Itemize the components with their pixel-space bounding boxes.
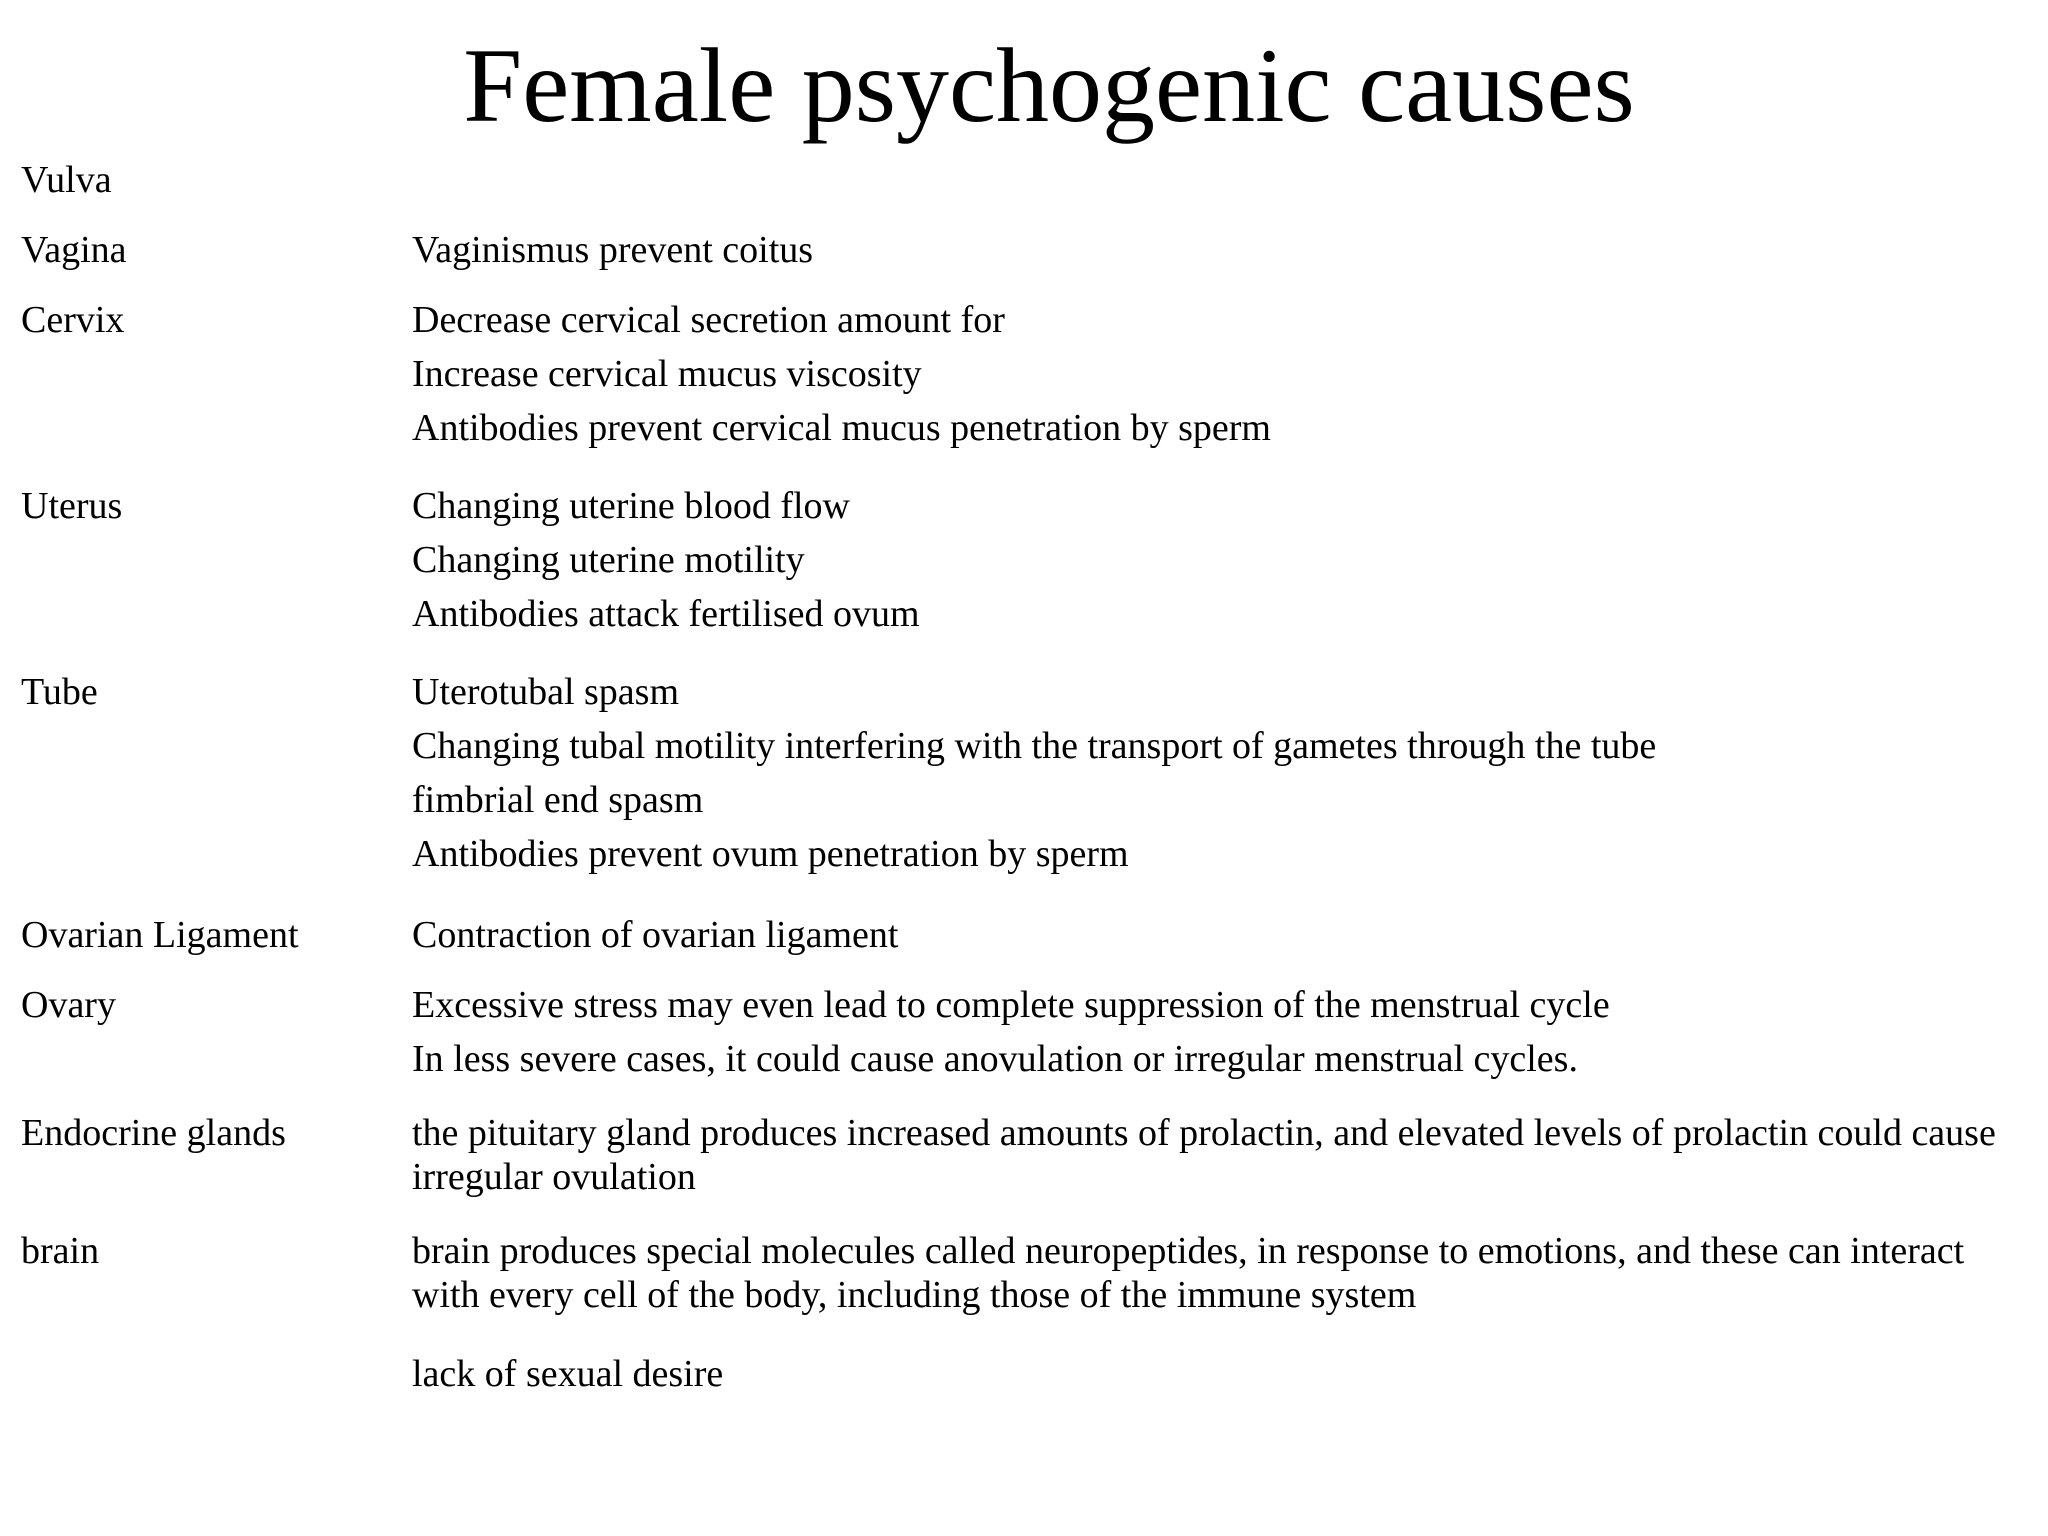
row-text-cervix-2: Increase cervical mucus viscosity — [412, 353, 922, 395]
slide-title: Female psychogenic causes — [463, 27, 1635, 144]
row-label-cervix: Cervix — [21, 299, 125, 341]
row-text-brain-2: lack of sexual desire — [412, 1353, 724, 1395]
row-label-uterus: Uterus — [21, 485, 123, 527]
row-text-cervix-3: Antibodies prevent cervical mucus penetration by sperm — [412, 407, 1271, 449]
row-text-ovary-2: In less severe cases, it could cause anovulation or irregular menstrual cycles. — [412, 1038, 1578, 1080]
row-text-endocrine-glands-1: the pituitary gland produces increased amounts of prolactin, and elevated levels of prolactin could cause irregular ovulation — [412, 1112, 1996, 1198]
row-text-uterus-3: Antibodies attack fertilised ovum — [412, 593, 920, 635]
row-text-uterus-1: Changing uterine blood flow — [412, 485, 850, 527]
row-text-uterus-2: Changing uterine motility — [412, 539, 805, 581]
row-label-tube: Tube — [21, 671, 98, 713]
row-text-tube-3: fimbrial end spasm — [412, 779, 704, 821]
row-label-brain: brain — [21, 1230, 100, 1272]
row-label-vulva: Vulva — [21, 159, 112, 201]
row-text-cervix-1: Decrease cervical secretion amount for — [412, 299, 1005, 341]
row-text-ovarian-ligament-1: Contraction of ovarian ligament — [412, 914, 899, 956]
row-text-vagina-1: Vaginismus prevent coitus — [412, 229, 814, 271]
row-text-tube-1: Uterotubal spasm — [412, 671, 680, 713]
row-text-tube-4: Antibodies prevent ovum penetration by sperm — [412, 833, 1129, 875]
row-text-tube-2: Changing tubal motility interfering with the transport of gametes through the tube — [412, 725, 1657, 767]
row-text-ovary-1: Excessive stress may even lead to complete suppression of the menstrual cycle — [412, 984, 1610, 1026]
row-label-ovary: Ovary — [21, 984, 116, 1026]
row-label-ovarian-ligament: Ovarian Ligament — [21, 914, 299, 956]
row-label-endocrine-glands: Endocrine glands — [21, 1112, 286, 1154]
row-text-brain-1: brain produces special molecules called neuropeptides, in response to emotions, and these can interact with every cell of the body, including those of the immune system — [412, 1230, 1965, 1316]
row-label-vagina: Vagina — [21, 229, 127, 271]
